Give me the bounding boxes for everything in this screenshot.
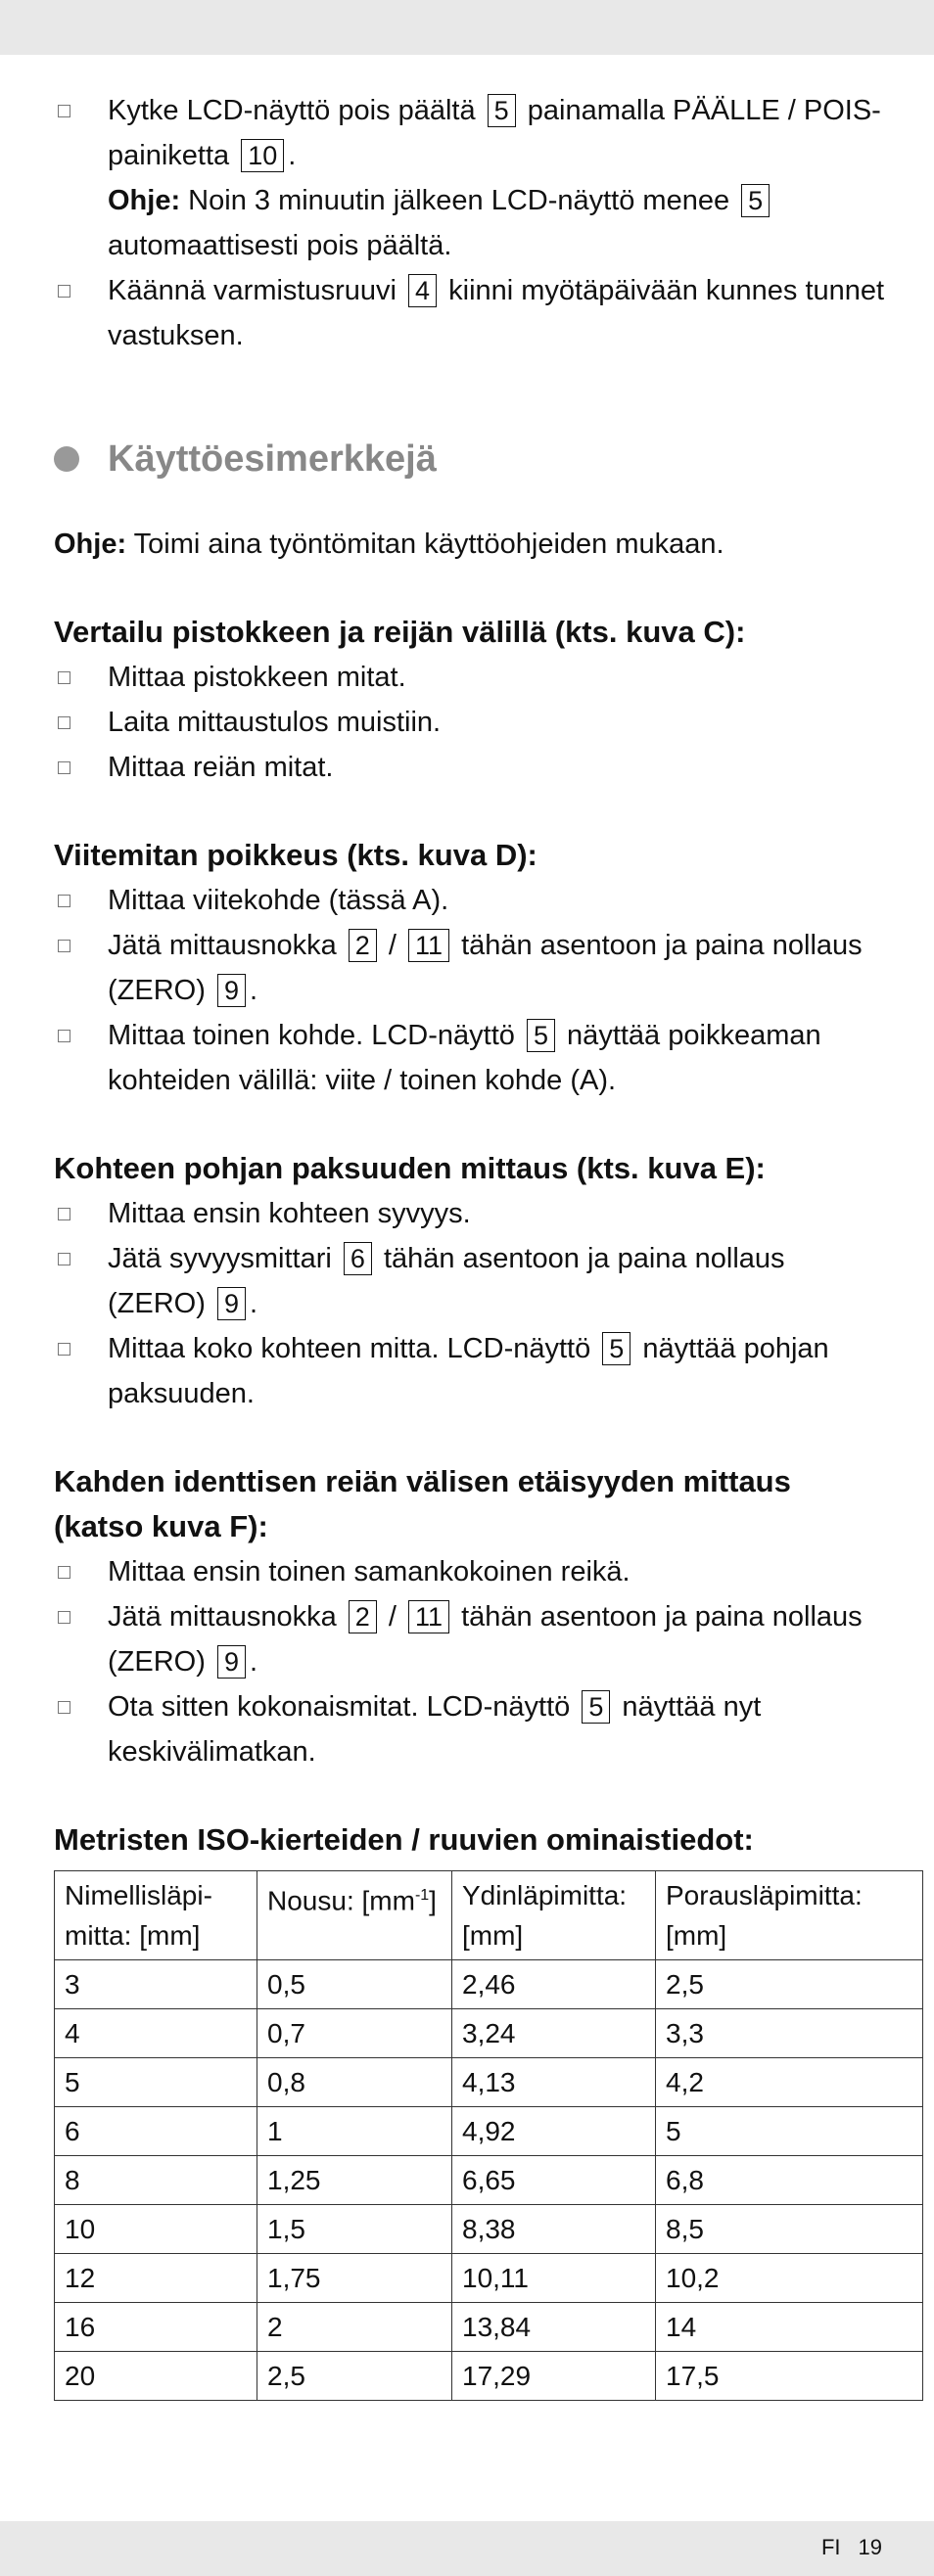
ref-number-box: 2 bbox=[349, 929, 377, 962]
note-label: Ohje: bbox=[108, 185, 181, 216]
page-number: 19 bbox=[858, 2535, 882, 2559]
bottom-band bbox=[0, 2521, 934, 2576]
table-cell: 8,5 bbox=[656, 2205, 923, 2254]
header-text: ] bbox=[429, 1885, 437, 1916]
item-text: . bbox=[249, 1646, 258, 1678]
table-row bbox=[55, 2107, 923, 2156]
document-body bbox=[54, 88, 886, 2401]
thread-spec-table bbox=[54, 1870, 923, 2401]
table-cell: 1,75 bbox=[257, 2254, 452, 2303]
list-item bbox=[54, 88, 886, 178]
page-footer bbox=[821, 2535, 882, 2560]
table-cell: 4,2 bbox=[656, 2058, 923, 2107]
table-cell: 16 bbox=[55, 2303, 257, 2352]
table-cell: 8,38 bbox=[452, 2205, 656, 2254]
table-header-row bbox=[55, 1871, 923, 1960]
table-cell: 8 bbox=[55, 2156, 257, 2205]
item-text: Käännä varmistusruuvi bbox=[108, 275, 405, 306]
header-cell: Porausläpimitta: [mm] bbox=[656, 1871, 923, 1960]
table-cell: 4 bbox=[55, 2009, 257, 2058]
item-text: Jätä syvyysmittari bbox=[108, 1243, 340, 1274]
table-row bbox=[55, 2205, 923, 2254]
ref-number-box: 5 bbox=[488, 94, 516, 127]
item-text: tähän asentoon ja paina nollaus (ZERO) bbox=[108, 1601, 863, 1678]
list-item: Mittaa pistokkeen mitat. bbox=[54, 655, 886, 700]
table-cell: 10,11 bbox=[452, 2254, 656, 2303]
ref-number-box: 2 bbox=[349, 1600, 377, 1633]
table-cell: 5 bbox=[55, 2058, 257, 2107]
ref-number-box: 4 bbox=[408, 274, 437, 307]
ref-number-box: 11 bbox=[408, 1600, 449, 1633]
ref-number-box: 9 bbox=[217, 1645, 246, 1679]
table-cell: 0,5 bbox=[257, 1960, 452, 2009]
list-item bbox=[54, 1594, 886, 1684]
note-paragraph bbox=[54, 178, 886, 268]
item-text: . bbox=[249, 975, 258, 1006]
table-row bbox=[55, 1960, 923, 2009]
separator: / bbox=[380, 930, 404, 961]
group-heading: Vertailu pistokkeen ja reijän välillä (kts. kuva C): bbox=[54, 615, 746, 649]
item-text: Mittaa toinen kohde. LCD-näyttö bbox=[108, 1020, 523, 1051]
list-item bbox=[54, 1326, 886, 1416]
table-cell: 2,5 bbox=[257, 2352, 452, 2401]
table-cell: 17,5 bbox=[656, 2352, 923, 2401]
table-cell: 14 bbox=[656, 2303, 923, 2352]
table-cell: 10 bbox=[55, 2205, 257, 2254]
table-cell: 3,24 bbox=[452, 2009, 656, 2058]
list-item bbox=[54, 1013, 886, 1103]
item-text: Noin 3 minuutin jälkeen LCD-näyttö menee bbox=[180, 185, 738, 216]
ref-number-box: 10 bbox=[241, 139, 284, 172]
group-heading: Kahden identtisen reiän välisen etäisyyden mittaus (katso kuva F): bbox=[54, 1464, 791, 1543]
item-text: näyttää nyt keskivälimatkan. bbox=[108, 1691, 762, 1768]
table-cell: 17,29 bbox=[452, 2352, 656, 2401]
table-cell: 3,3 bbox=[656, 2009, 923, 2058]
table-heading: Metristen ISO-kierteiden / ruuvien ominaistiedot: bbox=[54, 1822, 754, 1857]
ref-number-box: 11 bbox=[408, 929, 449, 962]
header-sup: -1 bbox=[414, 1887, 430, 1904]
list-item: Mittaa ensin kohteen syvyys. bbox=[54, 1191, 886, 1236]
table-cell: 6,8 bbox=[656, 2156, 923, 2205]
ref-number-box: 9 bbox=[217, 974, 246, 1007]
table-cell: 1,5 bbox=[257, 2205, 452, 2254]
item-text: automaattisesti pois päältä. bbox=[108, 230, 452, 261]
list-item bbox=[54, 1236, 886, 1326]
header-cell: Ydinläpimitta: [mm] bbox=[452, 1871, 656, 1960]
table-row bbox=[55, 2156, 923, 2205]
item-text: näyttää pohjan paksuuden. bbox=[108, 1333, 829, 1409]
list-item bbox=[54, 1684, 886, 1774]
table-cell: 12 bbox=[55, 2254, 257, 2303]
item-text: Mittaa koko kohteen mitta. LCD-näyttö bbox=[108, 1333, 599, 1364]
header-cell bbox=[257, 1871, 452, 1960]
list-item: Laita mittaustulos muistiin. bbox=[54, 700, 886, 745]
header-cell: Nimellisläpi-mitta: [mm] bbox=[55, 1871, 257, 1960]
table-cell: 6,65 bbox=[452, 2156, 656, 2205]
section-title: Käyttöesimerkkejä bbox=[54, 432, 886, 486]
list-item bbox=[54, 923, 886, 1013]
table-cell: 4,92 bbox=[452, 2107, 656, 2156]
table-cell: 1 bbox=[257, 2107, 452, 2156]
header-text: Nousu: [mm bbox=[267, 1885, 415, 1916]
table-row bbox=[55, 2352, 923, 2401]
list-item bbox=[54, 268, 886, 358]
ref-number-box: 5 bbox=[602, 1332, 630, 1365]
item-text: kiinni myötäpäivään kunnes tunnet vastuksen. bbox=[108, 275, 885, 351]
table-cell: 4,13 bbox=[452, 2058, 656, 2107]
list-item: Mittaa reiän mitat. bbox=[54, 745, 886, 790]
item-text: näyttää poikkeaman kohteiden välillä: viite / toinen kohde (A). bbox=[108, 1020, 821, 1096]
table-cell: 3 bbox=[55, 1960, 257, 2009]
item-text: . bbox=[249, 1288, 258, 1319]
table-cell: 1,25 bbox=[257, 2156, 452, 2205]
table-cell: 6 bbox=[55, 2107, 257, 2156]
table-cell: 0,7 bbox=[257, 2009, 452, 2058]
group-heading: Kohteen pohjan paksuuden mittaus (kts. kuva E): bbox=[54, 1151, 766, 1185]
table-cell: 0,8 bbox=[257, 2058, 452, 2107]
table-cell: 5 bbox=[656, 2107, 923, 2156]
separator: / bbox=[380, 1601, 404, 1633]
language-code: FI bbox=[820, 2535, 841, 2559]
ref-number-box: 5 bbox=[741, 184, 770, 217]
table-cell: 2,46 bbox=[452, 1960, 656, 2009]
item-text: Ota sitten kokonaismitat. LCD-näyttö bbox=[108, 1691, 579, 1723]
general-note bbox=[54, 522, 886, 567]
table-cell: 20 bbox=[55, 2352, 257, 2401]
ref-number-box: 9 bbox=[217, 1287, 246, 1320]
note-text: Toimi aina työntömitan käyttöohjeiden mukaan. bbox=[126, 529, 724, 560]
table-row bbox=[55, 2009, 923, 2058]
item-text: tähän asentoon ja paina nollaus (ZERO) bbox=[108, 1243, 785, 1319]
item-text: . bbox=[288, 140, 297, 171]
table-cell: 13,84 bbox=[452, 2303, 656, 2352]
list-item: Mittaa ensin toinen samankokoinen reikä. bbox=[54, 1549, 886, 1594]
item-text: Jätä mittausnokka bbox=[108, 1601, 345, 1633]
item-text: Kytke LCD-näyttö pois päältä bbox=[108, 95, 484, 126]
table-cell: 10,2 bbox=[656, 2254, 923, 2303]
item-text: painamalla PÄÄLLE / POIS-painiketta bbox=[108, 95, 881, 171]
top-band bbox=[0, 0, 934, 55]
group-heading: Viitemitan poikkeus (kts. kuva D): bbox=[54, 838, 537, 872]
note-label: Ohje: bbox=[54, 529, 127, 560]
ref-number-box: 5 bbox=[527, 1019, 555, 1052]
list-item: Mittaa viitekohde (tässä A). bbox=[54, 878, 886, 923]
table-row bbox=[55, 2254, 923, 2303]
ref-number-box: 6 bbox=[344, 1242, 372, 1275]
item-text: Jätä mittausnokka bbox=[108, 930, 345, 961]
table-row bbox=[55, 2303, 923, 2352]
table-row bbox=[55, 2058, 923, 2107]
table-cell: 2 bbox=[257, 2303, 452, 2352]
table-cell: 2,5 bbox=[656, 1960, 923, 2009]
item-text: tähän asentoon ja paina nollaus (ZERO) bbox=[108, 930, 863, 1006]
ref-number-box: 5 bbox=[582, 1690, 610, 1724]
